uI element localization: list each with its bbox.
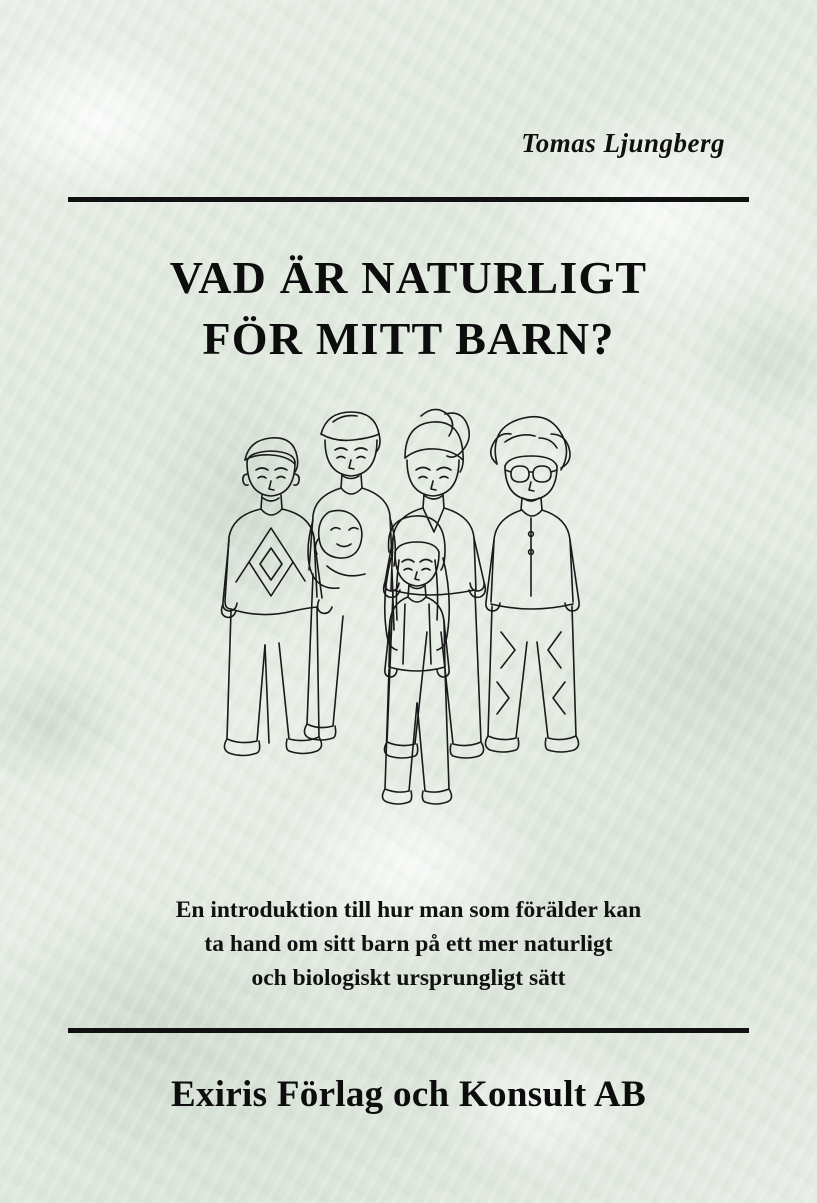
book-subtitle bbox=[0, 893, 817, 995]
subtitle-line-1: En introduktion till hur man som förälder kan bbox=[175, 897, 642, 923]
book-title bbox=[0, 248, 817, 369]
author-name: Tomas Ljungberg bbox=[521, 128, 725, 158]
title-line-2: FÖR MITT BARN? bbox=[202, 312, 615, 364]
divider-top bbox=[68, 197, 749, 202]
title-line-1: VAD ÄR NATURLIGT bbox=[169, 252, 648, 303]
figure-father bbox=[221, 438, 331, 756]
publisher-name: Exiris Förlag och Konsult AB bbox=[170, 1074, 647, 1115]
subtitle-line-3: och biologiskt ursprungligt sätt bbox=[251, 965, 566, 992]
family-line-drawing-illustration bbox=[209, 382, 609, 862]
divider-bottom bbox=[68, 1028, 749, 1033]
figure-grandmother bbox=[485, 417, 579, 752]
subtitle-line-2: ta hand om sitt barn på ett mer naturligt bbox=[204, 931, 613, 958]
figure-mother bbox=[383, 409, 485, 758]
